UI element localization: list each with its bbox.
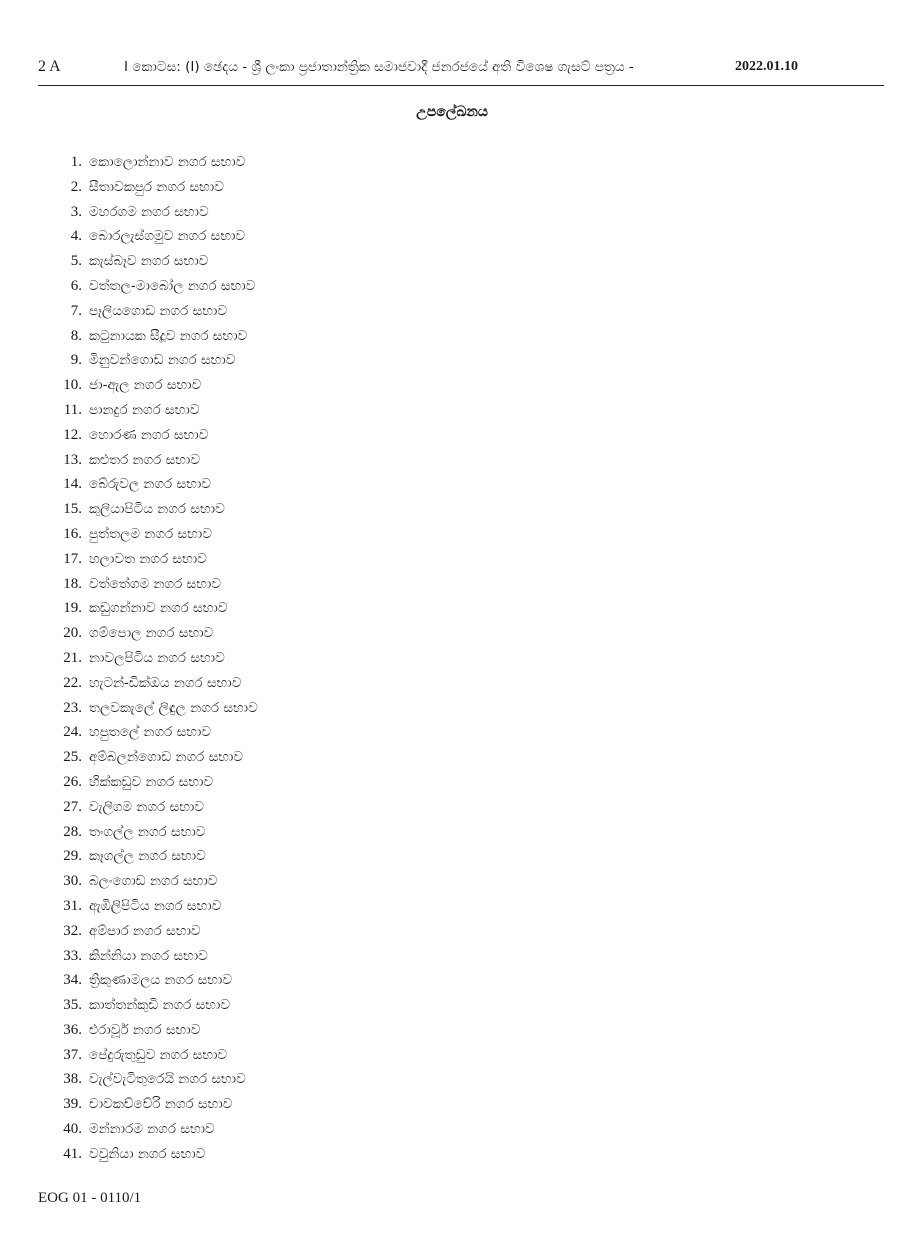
item-number: 3. [70,203,82,220]
council-name: වත්තල-මාබෝල නගර සභාව [89,277,256,294]
list-item [38,175,258,200]
item-number: 8. [70,327,82,344]
list-item [38,844,258,869]
item-number: 34. [63,972,82,989]
council-name: වැලිගම නගර සභාව [89,798,204,815]
item-number: 39. [63,1096,82,1113]
list-item [38,472,258,497]
item-number: 12. [63,426,82,443]
council-name: මන්නාරම නගර සභාව [89,1121,215,1138]
item-number: 16. [63,525,82,542]
council-name: බොරලැස්ගමුව නගර සභාව [89,228,246,245]
list-item [38,572,258,597]
item-number: 22. [63,674,82,691]
list-item [38,944,258,969]
header-divider [38,85,884,86]
council-name: හැටන්-ඩික්ඔය නගර සභාව [89,674,242,691]
item-number: 29. [63,848,82,865]
gazette-reference-code: EOG 01 - 0110/1 [38,1190,142,1206]
item-number: 9. [70,352,82,369]
list-item [38,1142,258,1167]
item-number: 36. [63,1021,82,1038]
list-item [38,770,258,795]
item-number: 30. [63,873,82,890]
section-title: උපලේඛනය [416,104,488,120]
council-name: මහරගම නගර සභාව [89,203,209,220]
item-number: 14. [63,476,82,493]
council-name: හලාවත නගර සභාව [89,550,207,567]
council-name: අම්බලන්ගොඩ නගර සභාව [89,749,244,766]
list-item [38,522,258,547]
item-number: 7. [70,302,82,319]
item-number: 25. [63,749,82,766]
list-item [38,869,258,894]
council-name: තංගල්ල නගර සභාව [89,823,206,840]
list-item [38,720,258,745]
council-name: පෑලියගොඩ නගර සභාව [89,302,228,319]
item-number: 26. [63,773,82,790]
council-name: කළුතර නගර සභාව [89,451,201,468]
list-item [38,745,258,770]
list-item [38,324,258,349]
page-number: 2 A [38,58,61,75]
item-number: 1. [70,154,82,170]
council-name: කින්නියා නගර සභාව [89,947,208,964]
item-number: 15. [63,501,82,518]
item-number: 13. [63,451,82,468]
list-item [38,993,258,1018]
council-name: පේදුරුතුඩුව නගර සභාව [89,1046,228,1063]
council-name: කටුනායක සීදූව නගර සභාව [89,327,248,344]
list-item [38,919,258,944]
list-item [38,621,258,646]
list-item [38,150,258,175]
list-item [38,249,258,274]
council-name: බලංගොඩ නගර සභාව [89,873,218,890]
list-item [38,497,258,522]
page-header [38,56,884,82]
item-number: 23. [63,699,82,716]
list-item [38,1067,258,1092]
gazette-running-title: I කොටස: (I) ඡෙදය - ශ්‍රී ලංකා ප්‍රජාතාන්ත්‍රික සමාජවාදී ජනරජයේ අති විශෙෂ ගැසට් පත්‍රය - [124,59,634,75]
list-item [38,547,258,572]
item-number: 35. [63,997,82,1014]
item-number: 21. [63,649,82,666]
council-name: ජා-ඇල නගර සභාව [89,377,202,394]
list-item [38,398,258,423]
council-name: කොලොන්නාව නගර සභාව [89,154,246,170]
council-name: සීතාවකපුර නගර සභාව [89,178,224,195]
list-item [38,968,258,993]
list-item [38,224,258,249]
council-name: චාවකච්චේරි නගර සභාව [89,1096,233,1113]
item-number: 32. [63,922,82,939]
council-name: කැස්බෑව නගර සභාව [89,253,209,270]
list-item [38,1018,258,1043]
council-name: වැල්වැටිතුරෙයි නගර සභාව [89,1071,246,1088]
item-number: 31. [63,897,82,914]
council-name: පානදුර නගර සභාව [89,401,200,418]
council-name: මිනුවන්ගොඩ නගර සභාව [89,352,236,369]
council-name: කාත්තන්කුඩි නගර සභාව [89,997,231,1014]
gazette-date: 2022.01.10 [735,59,798,74]
council-name: පුත්තලම නගර සභාව [89,525,212,542]
list-item [38,1043,258,1068]
council-name: අම්පාර නගර සභාව [89,922,201,939]
item-number: 28. [63,823,82,840]
list-item [38,1092,258,1117]
item-number: 37. [63,1046,82,1063]
council-name: එරාවූර් නගර සභාව [89,1021,201,1038]
council-name: හික්කඩුව නගර සභාව [89,773,214,790]
item-number: 38. [63,1071,82,1088]
item-number: 24. [63,724,82,741]
list-item [38,423,258,448]
item-number: 20. [63,625,82,642]
list-item [38,696,258,721]
item-number: 41. [63,1145,82,1162]
council-name: හපුතලේ නගර සභාව [89,724,212,741]
council-name: තලවකැලේ ලිඳුල නගර සභාව [89,699,258,716]
list-item [38,820,258,845]
council-name: කෑගල්ල නගර සභාව [89,848,206,865]
item-number: 5. [70,253,82,270]
list-item [38,200,258,225]
council-name: ඇඹිලිපිටිය නගර සභාව [89,897,222,914]
list-item [38,596,258,621]
council-list [38,150,258,1167]
item-number: 33. [63,947,82,964]
list-item [38,448,258,473]
item-number: 18. [63,575,82,592]
list-item [38,894,258,919]
council-name: කුලියාපිටිය නගර සභාව [89,501,225,518]
council-name: බේරුවල නගර සභාව [89,476,211,493]
item-number: 11. [63,401,82,418]
item-number: 27. [63,798,82,815]
council-name: වවුනියා නගර සභාව [89,1145,206,1162]
item-number: 6. [70,277,82,294]
list-item [38,373,258,398]
list-item [38,646,258,671]
council-name: හොරණ නගර සභාව [89,426,209,443]
item-number: 4. [70,228,82,245]
list-item [38,299,258,324]
list-item [38,1117,258,1142]
item-number: 2. [70,178,82,195]
council-name: ගම්පොල නගර සභාව [89,625,214,642]
council-name: නාවලපිටිය නගර සභාව [89,649,225,666]
item-number: 19. [63,600,82,617]
list-item [38,274,258,299]
item-number: 40. [63,1121,82,1138]
list-item [38,671,258,696]
list-item [38,348,258,373]
council-name: වත්තේගම නගර සභාව [89,575,222,592]
item-number: 17. [63,550,82,567]
council-name: කඩුගන්නාව නගර සභාව [89,600,228,617]
council-name: ත්‍රිකුණාමලය නගර සභාව [89,972,233,989]
item-number: 10. [63,377,82,394]
list-item [38,795,258,820]
